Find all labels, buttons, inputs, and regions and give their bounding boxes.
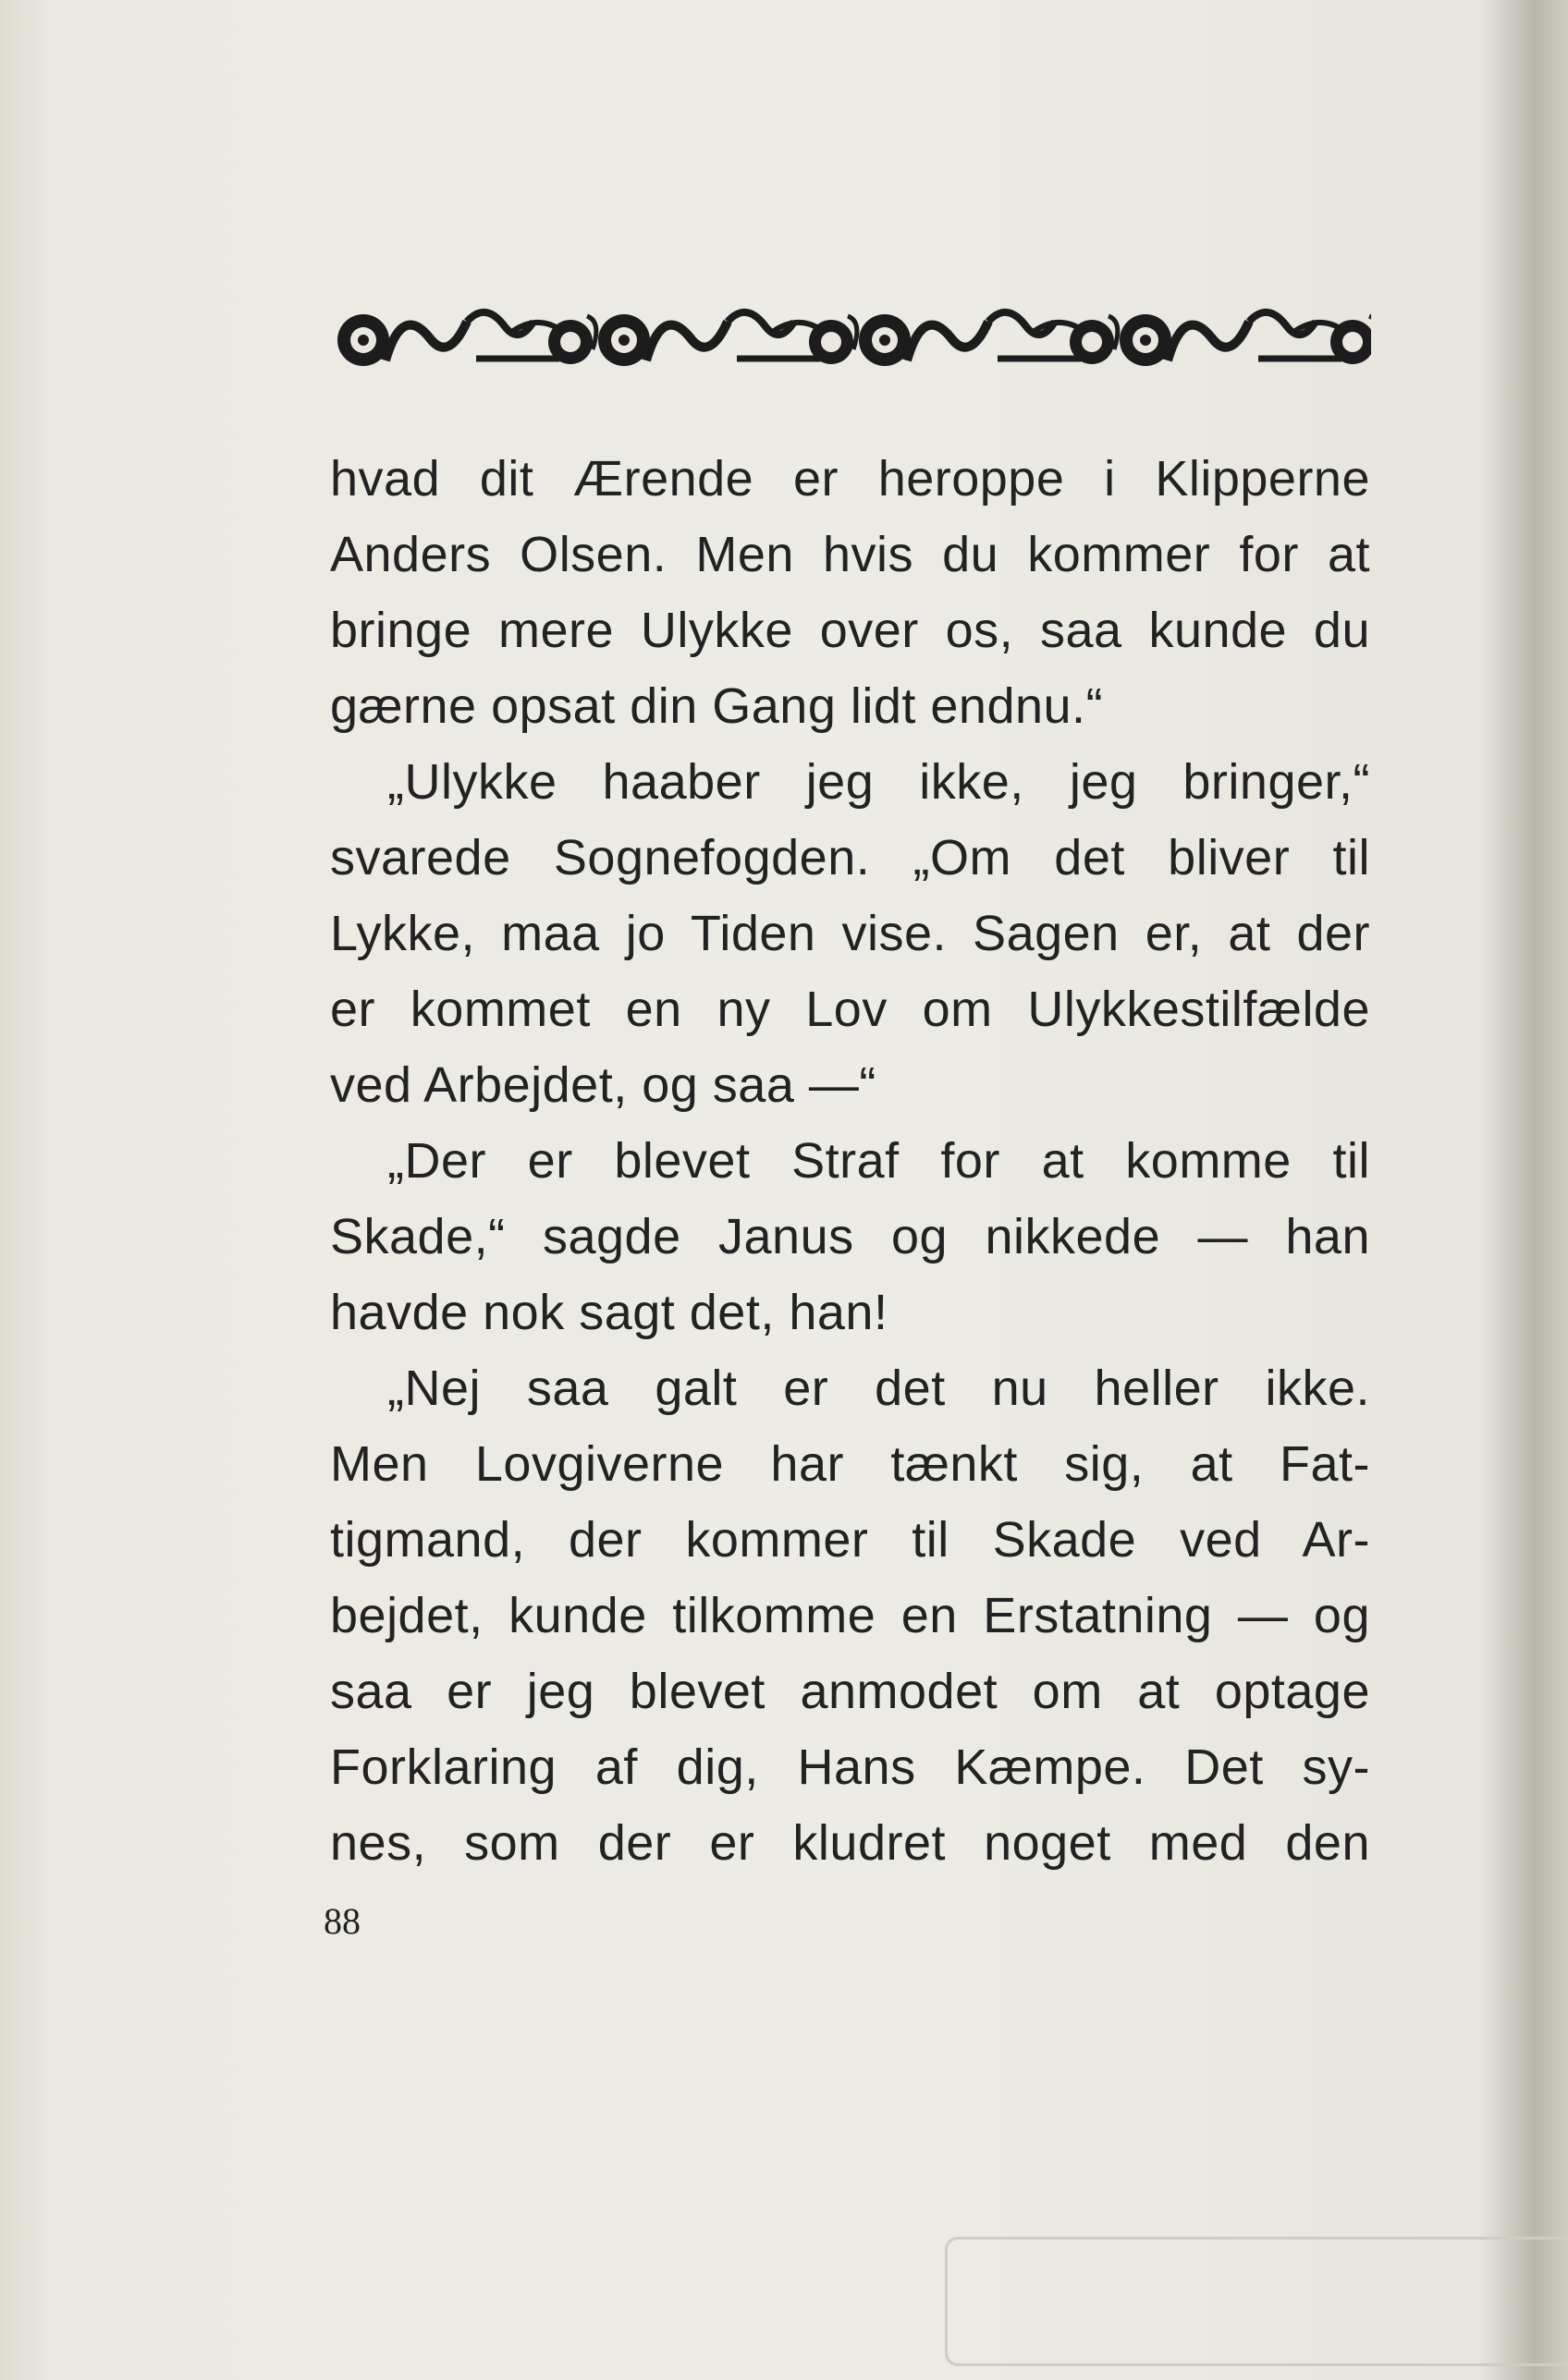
text-line: „Ulykke haaber jeg ikke, jeg bringer,“ — [387, 754, 1370, 810]
faint-stamp-outline — [945, 2237, 1568, 2366]
paragraph — [330, 1123, 1370, 1350]
text-line: saa er jeg blevet anmodet om at optage — [330, 1664, 1370, 1719]
text-line: Lykke, maa jo Tiden vise. Sagen er, at der — [330, 906, 1370, 961]
text-line: ved Arbejdet, og saa —“ — [330, 1057, 876, 1113]
text-line: „Der er blevet Straf for at komme til — [387, 1133, 1370, 1189]
body-text — [330, 441, 1370, 1881]
text-line: gærne opsat din Gang lidt endnu.“ — [330, 678, 1104, 734]
text-line: Men Lovgiverne har tænkt sig, at Fat- — [330, 1436, 1370, 1492]
paragraph — [330, 1350, 1370, 1881]
text-line: svarede Sognefogden. „Om det bliver til — [330, 830, 1370, 885]
text-line: er kommet en ny Lov om Ulykkestilfælde — [330, 982, 1370, 1037]
text-line: „Nej saa galt er det nu heller ikke. — [387, 1361, 1370, 1416]
paragraph — [330, 441, 1370, 744]
text-line: havde nok sagt det, han! — [330, 1285, 888, 1340]
paragraph — [330, 744, 1370, 1123]
text-line: nes, som der er kludret noget med den — [330, 1815, 1370, 1871]
text-line: bejdet, kunde tilkomme en Erstatning — og — [330, 1588, 1370, 1643]
text-line: tigmand, der kommer til Skade ved Ar- — [330, 1512, 1370, 1568]
text-line: Anders Olsen. Men hvis du kommer for at — [330, 527, 1370, 582]
text-line: Skade,“ sagde Janus og nikkede — han — [330, 1209, 1370, 1264]
text-line: bringe mere Ulykke over os, saa kunde du — [330, 603, 1370, 658]
page-number: 88 — [324, 1900, 361, 1942]
text-line: Forklaring af dig, Hans Kæmpe. Det sy- — [330, 1739, 1370, 1795]
text-line: hvad dit Ærende er heroppe i Klipperne — [330, 451, 1370, 507]
decorative-scroll-border-icon — [328, 294, 1371, 382]
